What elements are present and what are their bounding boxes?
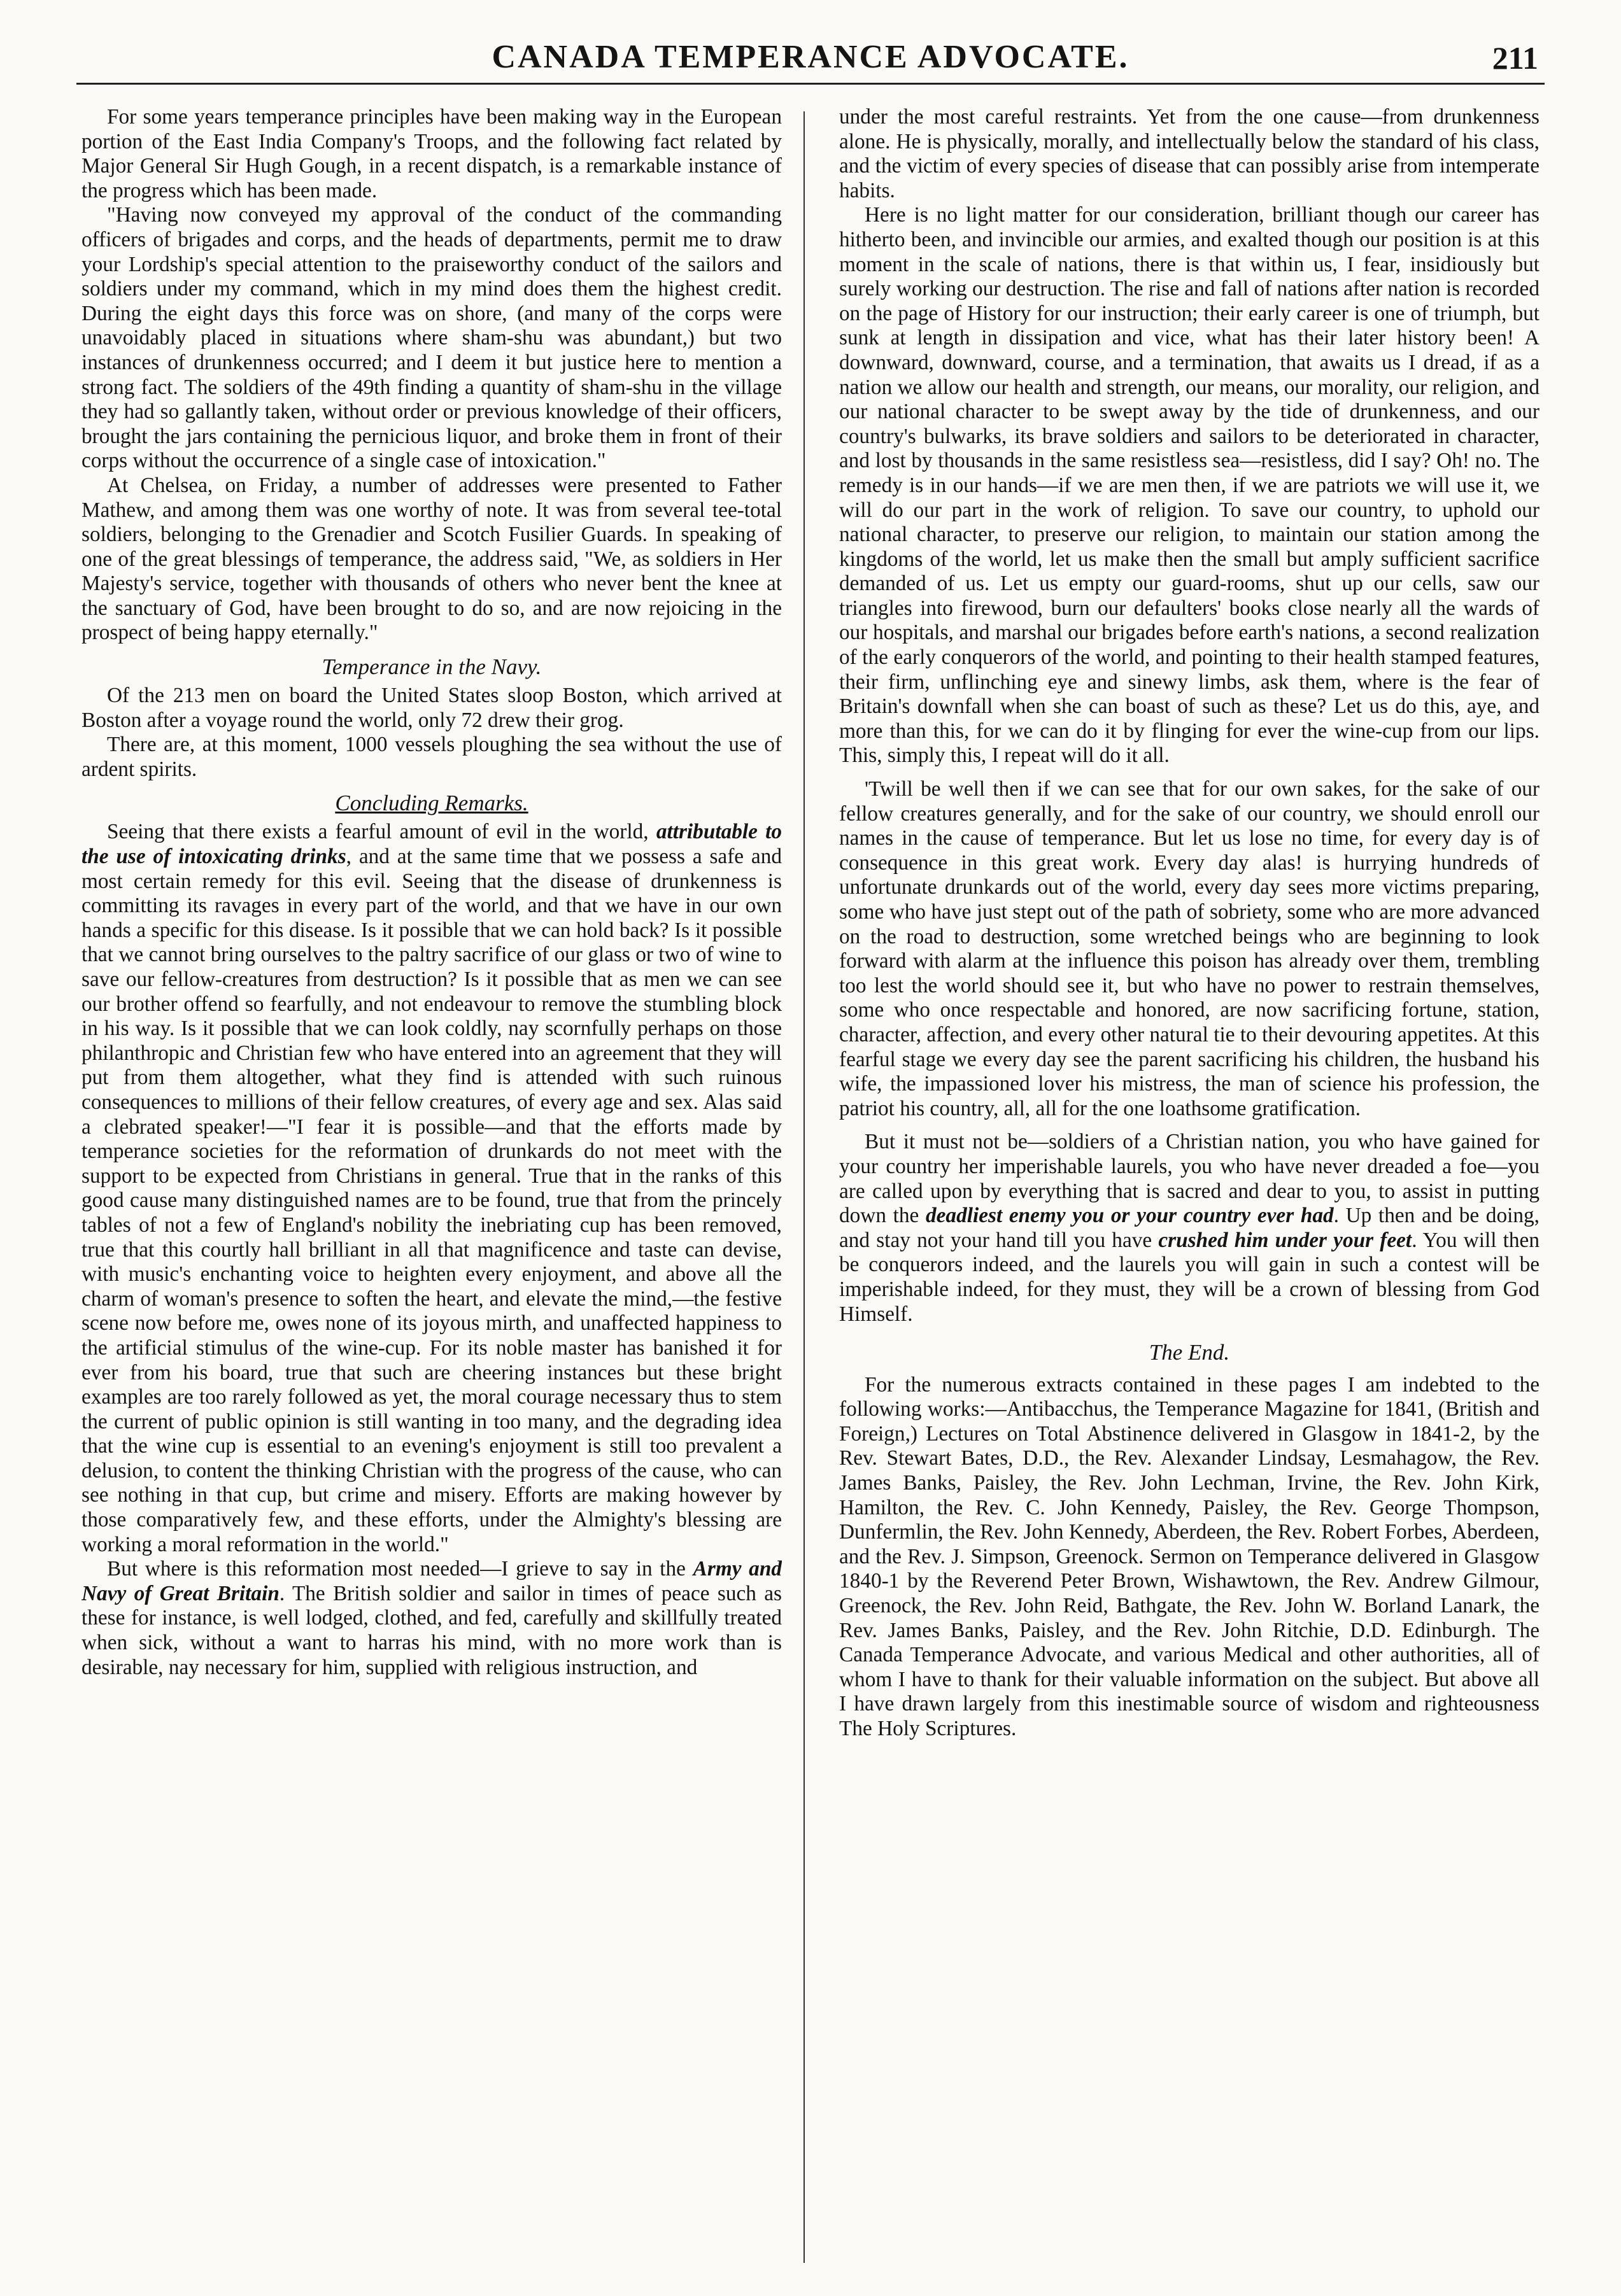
paragraph-seeing-evil bbox=[81, 820, 782, 1557]
text-run: Seeing that there exists a fearful amount of evil in the world, bbox=[107, 820, 656, 844]
paragraph-chelsea-address: At Chelsea, on Friday, a number of addresses were presented to Father Mathew, and among them was one worthy of note. It was from several tee-total soldiers, belonging to the Grenadier and Scotch Fusilier Guards. In speaking of one of the great blessings of temperance, the address said, "We, as soldiers in Her Majesty's service, together with thousands of others who never bent the knee at the sanctuary of God, have been brought to do so, and are now rejoicing in the prospect of being happy eternally." bbox=[81, 473, 782, 645]
text-run: . Up then and be doing, and stay not your hand till you have bbox=[839, 1204, 1540, 1252]
paragraph-vessels: There are, at this moment, 1000 vessels ploughing the sea without the use of ardent spirits. bbox=[81, 733, 782, 781]
paragraph-continued: under the most careful restraints. Yet from the one cause—from drunkenness alone. He is physically, morally, and intellectually below the standard of his class, and the victim of every species of disease that can possibly arise from intemperate habits. bbox=[839, 105, 1540, 202]
the-end-marker: The End. bbox=[1149, 1340, 1230, 1365]
text-run: But it must not be—soldiers of a Christian nation, you who have gained for your country her imperishable laurels, you who have never dreaded a foe—you are called upon by everything that is sacred and dear to you, to assist in putting down the bbox=[839, 1130, 1540, 1228]
paragraph-east-india: For some years temperance principles have been making way in the European portion of the East India Company's Troops, and the following fact related by Major General Sir Hugh Gough, in a recent dispatch, is a remarkable instance of the progress which has been made. bbox=[81, 105, 782, 202]
emphasis-text: Army and Navy of Great Britain bbox=[81, 1557, 782, 1605]
emphasis-text: deadliest enemy you or your country ever had bbox=[926, 1204, 1334, 1228]
paragraph-well-then: 'Twill be well then if we can see that for our own sakes, for the sake of our fellow creatures generally, and for the sake of our country, we should enroll our names in the cause of temperance. But let us lose no time, for every day is of consequence in this great work. Every day alas! is hurrying hundreds of unfortunate drunkards out of the world, every day sees more victims preparing, some who have just stept out of the path of sobriety, some who are more advanced on the road to destruction, some wretched beings who are beginning to look forward with alarm at the influence this poison has already over them, trembling too lest the world should see it, but who have no power to restrain themselves, some who once respectable and honored, are now sacrificing fortune, station, character, affection, and every other natural tie to their devouring appetites. At this fearful stage we every day see the parent sacrificing his children, the husband his wife, the impassioned lover his mistress, the man of science his profession, the patriot his country, all, all for the one loathsome gratification. bbox=[839, 777, 1540, 1120]
text-run: , and at the same time that we possess a safe and most certain remedy for this evil. Seeing that the disease of drunkenness is committing its ravages in every part of the world, and that we have in our own hands a specific for this disease. Is it possible that we can hold back? Is it possible that we cannot bring ourselves to the paltry sacrifice of our glass or two of wine to save our fellow-creatures from destruction? Is it possible that as men we can see our brother offend so fearfully, and not endeavour to remove the stumbling block in his way. Is it possible that we can look coldly, nay scornfully perhaps on those philanthropic and Christian few who have entered into an agreement that they will put from them altogether, what they find is attended with such ruinous consequences to millions of their fellow creatures, of every age and sex. Alas said a clebrated speaker!—"I fear it is possible—and that the efforts made by temperance societies for the reformation of drunkards do not meet with the support to be expected from Christians in general. True that in the ranks of this good cause many distinguished names are to be found, true that from the princely tables of not a few of England's nobility the inebriating cup has been removed, true that this courtly hall brilliant in all that magnificence and taste can devise, with music's enchanting voice to heighten every enjoyment, and above all the charm of woman's presence to soften the heart, and elevate the mind,—the festive scene now before me, owes none of its joyous mirth, and unaffected happiness to the artificial stimulus of the wine-cup. For its noble master has banished it for ever from his board, true that such are cheering instances but these bright examples are too rarely followed as yet, the moral courage necessary thus to stem the current of public opinion is still wanting in too many, and the degrading idea that the wine cup is essential to an evening's enjoyment is still too prevalent a delusion, to content the thinking Christian with the progress of the cause, who can see nothing in that cup, but crime and misery. Efforts are making however by those comparatively few, and these efforts, under the Almighty's blessing are working a moral reformation in the world." bbox=[81, 845, 782, 1556]
heading-concluding-remarks-text: Concluding Remarks. bbox=[335, 791, 528, 816]
page-header bbox=[76, 38, 1545, 85]
column-divider bbox=[803, 111, 805, 2263]
paragraph-gough-dispatch: "Having now conveyed my approval of the conduct of the commanding officers of brigades and corps, and the heads of departments, permit me to draw your Lordship's special attention to the praiseworthy conduct of the sailors and soldiers under my command, which in my mind does them the highest credit. During the eight days this force was on shore, (and many of the corps were unavoidably placed in situations where sham-shu was abundant,) but two instances of drunkenness occurred; and I deem it but justice here to mention a strong fact. The soldiers of the 49th finding a quantity of sham-shu in the village they had so gallantly taken, without order or previous knowledge of their officers, brought the jars containing the pernicious liquor, and broke them in front of their corps without the occurrence of a single case of intoxication." bbox=[81, 203, 782, 473]
heading-temperance-navy: Temperance in the Navy. bbox=[322, 654, 542, 680]
paragraph-sloop-boston: Of the 213 men on board the United States sloop Boston, which arrived at Boston after a voyage round the world, only 72 drew their grog. bbox=[81, 684, 782, 732]
paragraph-must-not-be bbox=[839, 1130, 1540, 1327]
emphasis-text: crushed him under your feet bbox=[1158, 1228, 1412, 1252]
heading-concluding-remarks bbox=[81, 791, 782, 816]
text-run: . The British soldier and sailor in times of peace such as these for instance, is well lodged, clothed, and fed, carefully and skillfully treated when sick, without a want to harras his mind, with no more work than is desirable, nay necessary for him, supplied with religious instruction, and bbox=[81, 1581, 782, 1679]
paragraph-no-light-matter: Here is no light matter for our consideration, brilliant though our career has hitherto been, and invincible our armies, and exalted though our position is at this moment in the scale of nations, there is that within us, I fear, insidiously but surely working our destruction. The rise and fall of nations after nation is recorded on the page of History for our instruction; their early career is one of triumph, but sunk at length in dissipation and vice, what has their later history been! A downward, downward, course, and a termination, that awaits us I dread, if as a nation we allow our health and strength, our means, our morality, our religion, and our national character to be swept away by the tide of drunkenness, and our country's bulwarks, its brave soldiers and sailors to be deteriorated in character, and lost by thousands in the same resistless sea—resistless, did I say? Oh! no. The remedy is in our hands—if we are men then, if we are patriots we will use it, we will do our part in the work of religion. To save our country, to uphold our national character, to preserve our religion, to maintain our station among the kingdoms of the world, let us make then the small but amply sufficient sacrifice demanded of us. Let us empty our guard-rooms, shut up our cells, saw our triangles into firewood, burn our defaulters' books close nearly all the wards of our hospitals, and marshal our brigades before earth's nations, a second realization of the early conquerors of the world, and pointing to their health stamped features, their firm, unflinching eye and sinewy limbs, ask them, where is the fear of Britain's downfall when she can boast of such as these? Let us do this, aye, and more than this, for we can do it by flinging for ever the wine-cup from our lips. This, simply this, I repeat will do it all. bbox=[839, 203, 1540, 768]
right-column bbox=[839, 105, 1540, 2269]
left-column bbox=[81, 105, 782, 2269]
text-run: . You will then be conquerors indeed, and the laurels you will gain in such a contest will be imperishable indeed, for they must, they will be a crown of blessing from God Himself. bbox=[839, 1228, 1540, 1326]
page-number: 211 bbox=[1492, 40, 1538, 76]
paragraph-reformation-needed bbox=[81, 1557, 782, 1680]
publication-title: CANADA TEMPERANCE ADVOCATE. bbox=[492, 39, 1129, 75]
text-run: But where is this reformation most needed—I grieve to say in the bbox=[107, 1557, 693, 1581]
paragraph-acknowledgements: For the numerous extracts contained in these pages I am indebted to the following works:—Antibacchus, the Temperance Magazine for 1841, (British and Foreign,) Lectures on Total Abstinence delivered in Glasgow in 1841-2, by the Rev. Stewart Bates, D.D., the Rev. Alexander Lindsay, Lesmahagow, the Rev. James Banks, Paisley, the Rev. John Lechman, Irvine, the Rev. John Kirk, Hamilton, the Rev. C. John Kennedy, Paisley, the Rev. George Thompson, Dunfermlin, the Rev. John Kennedy, Aberdeen, the Rev. Robert Forbes, Aberdeen, and the Rev. J. Simpson, Greenock. Sermon on Temperance delivered in Glasgow 1840-1 by the Reverend Peter Brown, Wishawtown, the Rev. Andrew Gilmour, Greenock, the Rev. John Reid, Bathgate, the Rev. John W. Borland Lanark, the Rev. James Banks, Paisley, and the Rev. John Ritchie, D.D. Edinburgh. The Canada Temperance Advocate, and various Medical and other authorities, all of whom I have to thank for their valuable information on the subject. But above all I have drawn largely from this inestimable source of wisdom and righteousness The Holy Scriptures. bbox=[839, 1372, 1540, 1740]
emphasis-text: attributable to the use of intoxicating drinks bbox=[81, 820, 782, 869]
